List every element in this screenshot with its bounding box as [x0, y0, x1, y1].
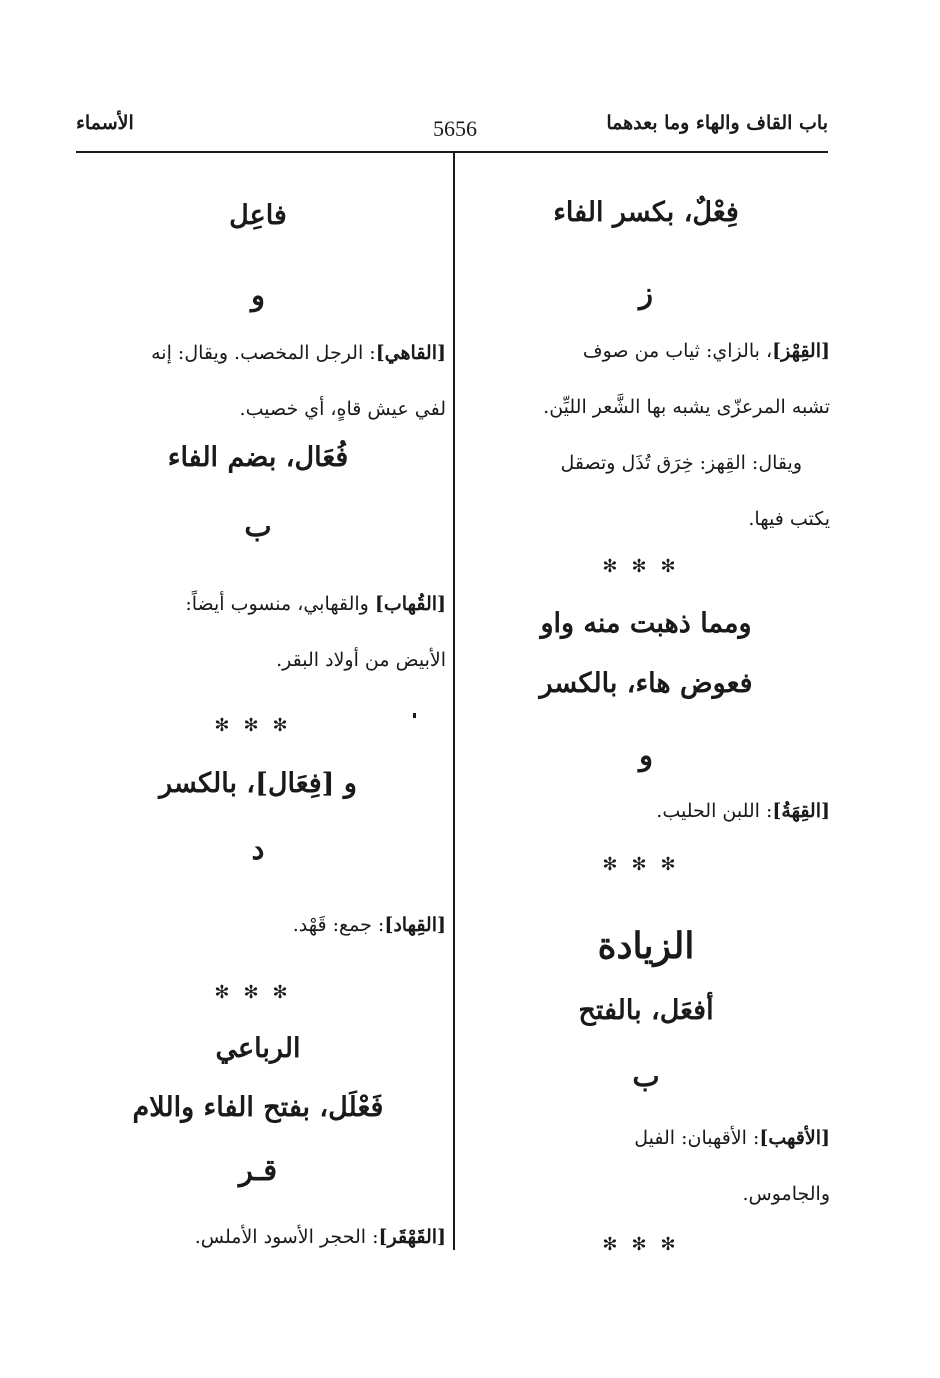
- entry-line: تشبه المرعزّى يشبه بها الشَّعر الليِّن.: [543, 396, 830, 418]
- heading-fil: فِعْلٌ، بكسر الفاء: [553, 197, 739, 228]
- definition-text: ، بالزاي: ثياب من صوف: [582, 340, 773, 362]
- column-divider: [453, 152, 455, 1250]
- entry-line: [70, 1209, 446, 1265]
- definition-text: : جمع: قَهْد.: [292, 914, 385, 936]
- heading-afal: أفعَل، بالفتح: [578, 995, 714, 1026]
- entry-qihad: [70, 897, 446, 953]
- section-separator: ✻✻✻: [214, 982, 302, 1003]
- headword: [الأقهب]: [759, 1127, 830, 1149]
- letter-heading-b: ب: [244, 509, 272, 543]
- section-separator: ✻✻✻: [602, 556, 690, 577]
- headword: [القِهاد]: [384, 914, 446, 936]
- headword: [القاهي]: [375, 342, 446, 364]
- entry-line: [462, 323, 830, 379]
- entry-line: والجاموس.: [742, 1183, 830, 1205]
- letter-heading-b: ب: [632, 1059, 660, 1093]
- running-header-section: الأسماء: [76, 112, 134, 134]
- section-separator: ✻✻✻: [214, 715, 302, 736]
- entry-line: [70, 576, 446, 632]
- heading-rubai: الرباعي: [215, 1033, 301, 1064]
- entry-qihz: [462, 323, 830, 547]
- heading-fial: و [فِعَال]، بالكسر: [159, 768, 357, 799]
- definition-text: : الرجل المخصب. ويقال: إنه: [151, 342, 376, 364]
- heading-falal: فَعْلَل، بفتح الفاء واللام: [132, 1092, 384, 1123]
- definition-text: : الأقهبان: الفيل: [634, 1127, 760, 1149]
- headword: [القَهْقَر]: [378, 1226, 446, 1248]
- heading-fual: فُعَال، بضم الفاء: [167, 442, 349, 473]
- entry-line: الأبيض من أولاد البقر.: [276, 649, 446, 671]
- right-column: [462, 152, 830, 1255]
- heading-waw-1: ومما ذهبت منه واو: [540, 608, 752, 639]
- letter-heading-z: ز: [638, 276, 653, 310]
- entry-qihah: [462, 783, 830, 839]
- entry-line: ويقال: القِهز: خِرَق تُذَل وتصقل: [560, 452, 802, 474]
- entry-qahqar: [70, 1209, 446, 1265]
- section-separator: ✻✻✻: [602, 854, 690, 875]
- running-header-chapter: باب القاف والهاء وما بعدهما: [606, 112, 828, 134]
- letter-heading-waw: و: [250, 278, 265, 312]
- definition-text: والقهابي، منسوب أيضاً:: [185, 593, 375, 615]
- entry-line: [462, 1110, 830, 1166]
- entry-line: [70, 897, 446, 953]
- entry-qahi: [70, 325, 446, 437]
- section-separator: ✻✻✻: [602, 1234, 690, 1255]
- headword: [القِهَةُ]: [772, 800, 830, 822]
- definition-text: : الحجر الأسود الأملس.: [194, 1226, 379, 1248]
- entry-line: لفي عيش قاهٍ، أي خصيب.: [239, 398, 446, 420]
- heading-fail: فاعِل: [229, 200, 287, 231]
- headword: [القِهْز]: [772, 340, 830, 362]
- letter-heading-qr: قـر: [238, 1153, 278, 1187]
- definition-text: : اللبن الحليب.: [656, 800, 773, 822]
- entry-line: [462, 783, 830, 839]
- page-number: 5656: [433, 116, 477, 141]
- heading-ziyada: الزيادة: [597, 925, 695, 967]
- entry-quhab: [70, 576, 446, 688]
- heading-waw-2: فعوض هاء، بالكسر: [539, 668, 753, 699]
- entry-aqhab: [462, 1110, 830, 1222]
- letter-heading-waw: و: [638, 738, 653, 772]
- entry-line: يكتب فيها.: [748, 508, 830, 530]
- left-column: [70, 152, 446, 1252]
- headword: [القُهاب]: [374, 593, 446, 615]
- letter-heading-d: د: [251, 832, 265, 866]
- entry-line: [70, 325, 446, 381]
